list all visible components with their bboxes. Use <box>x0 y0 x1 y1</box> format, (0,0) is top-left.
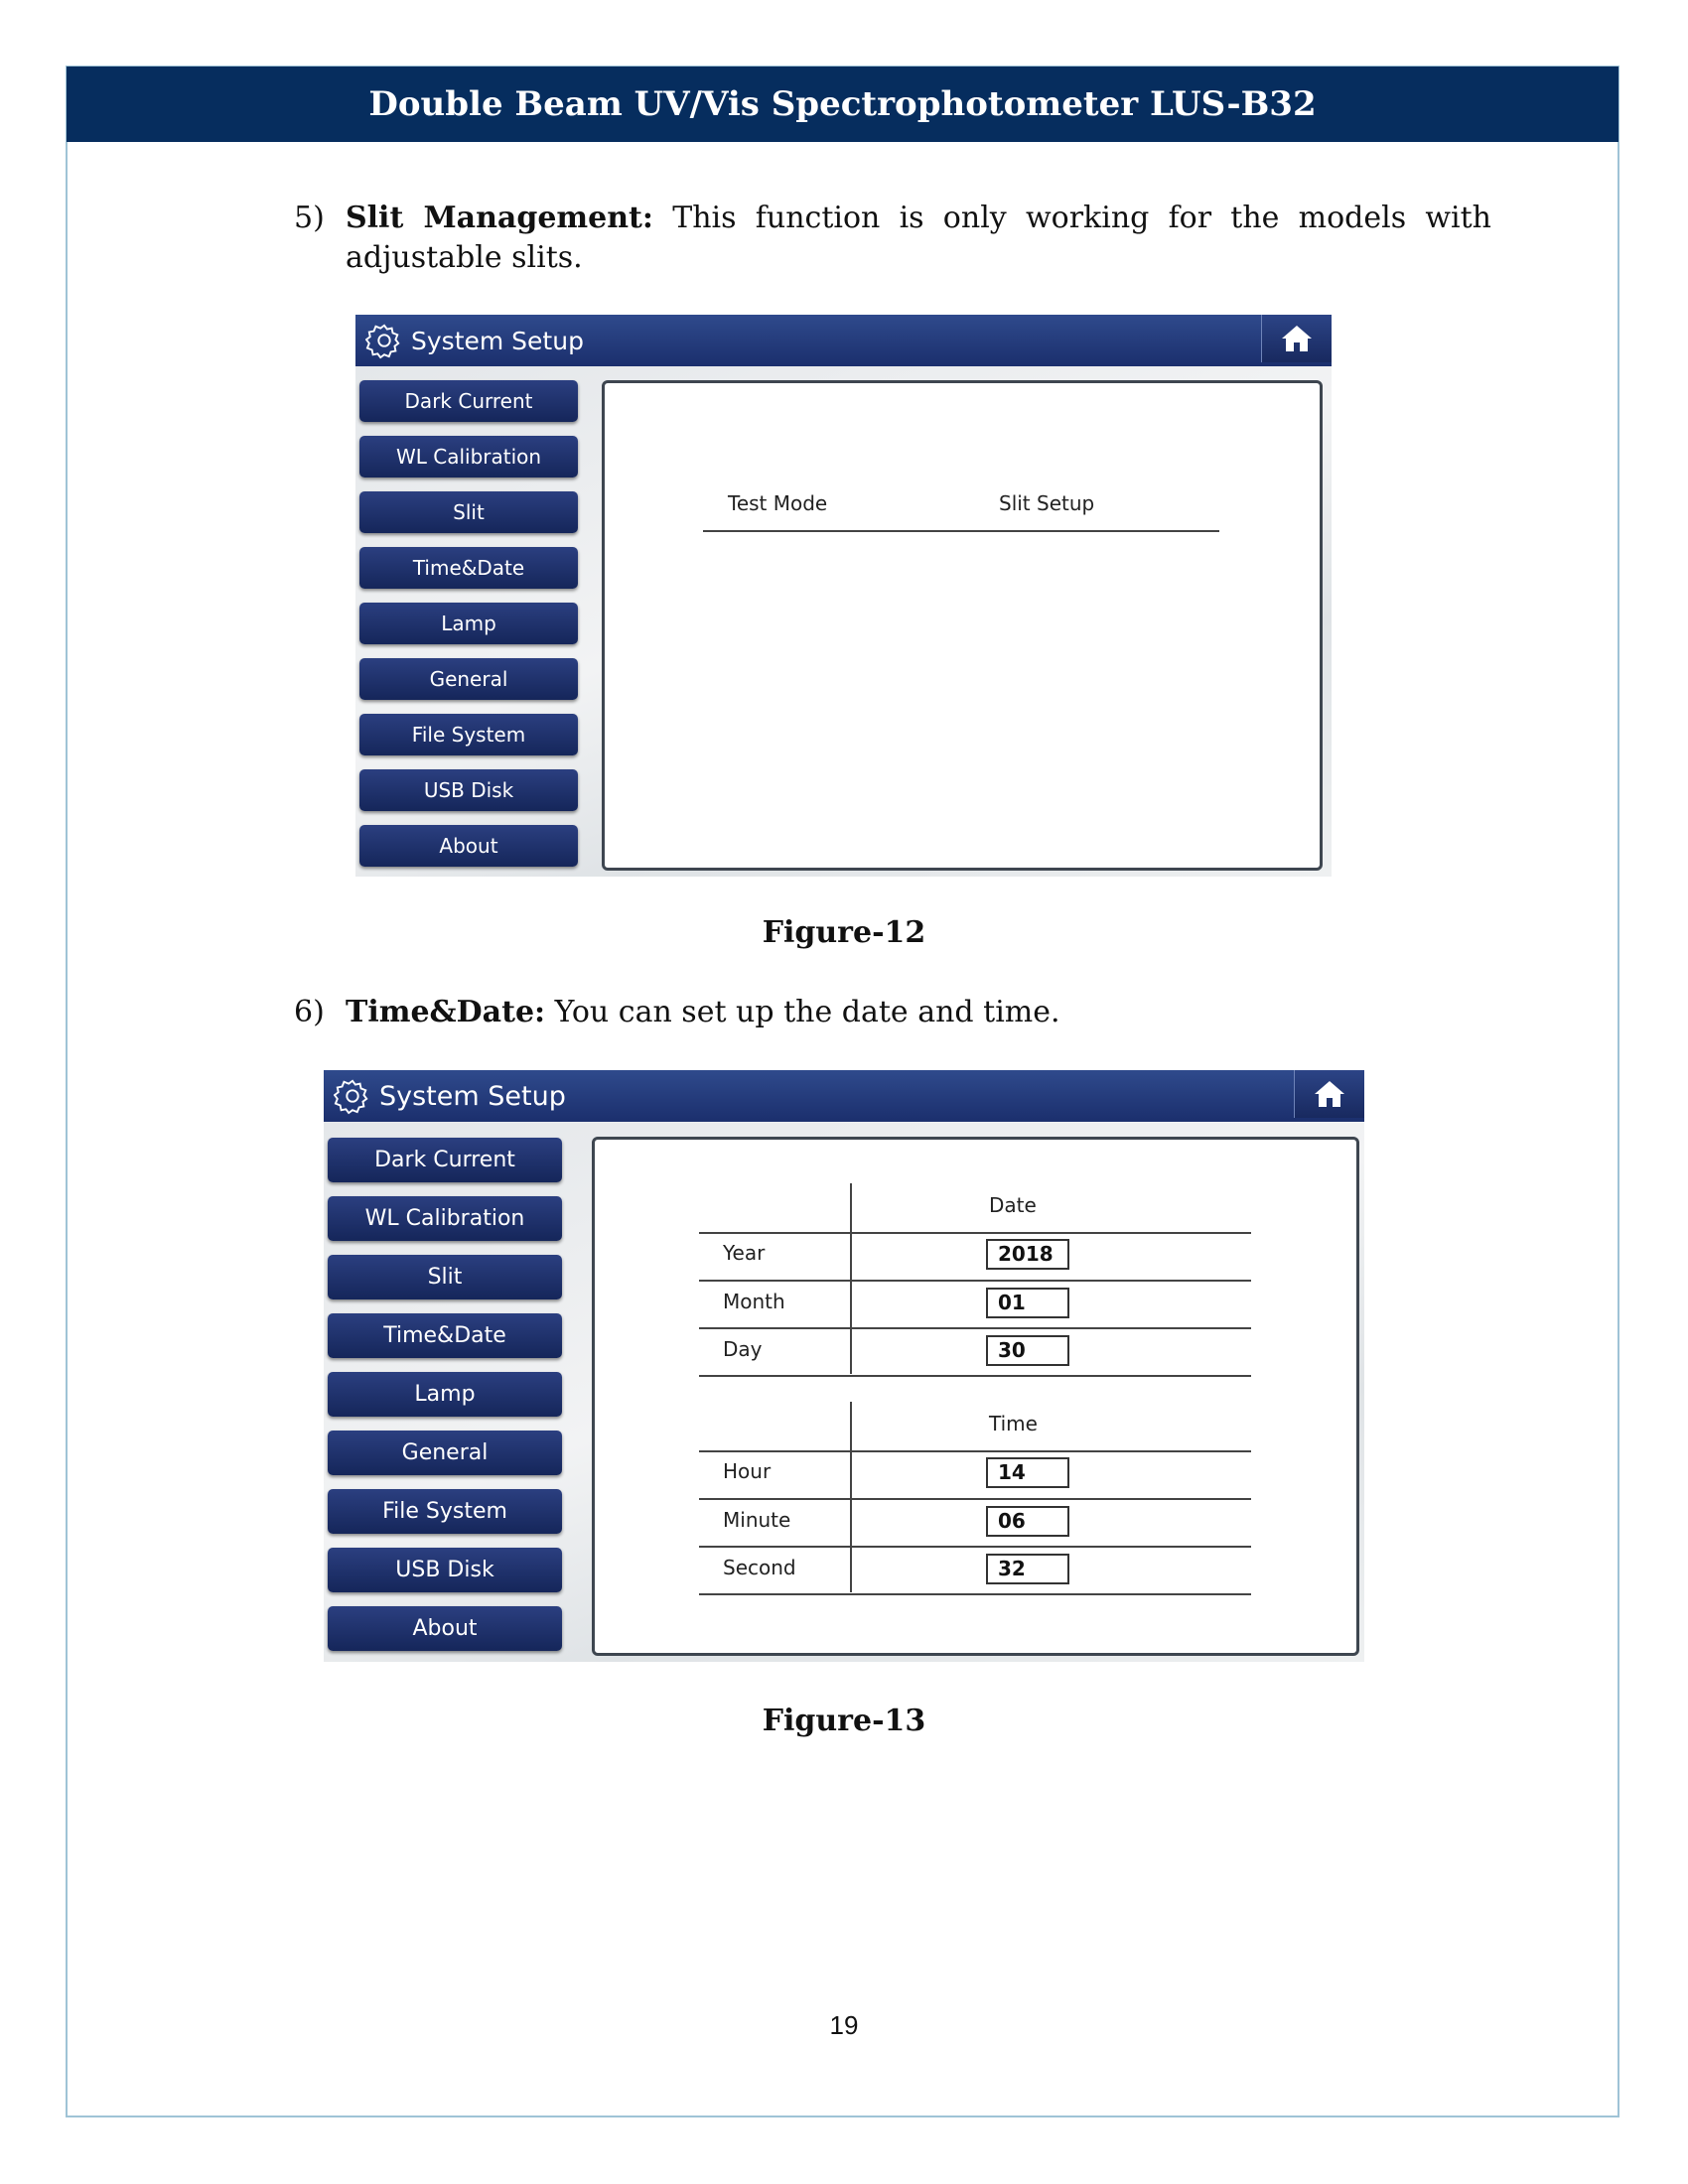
month-field[interactable]: 01 <box>986 1288 1069 1318</box>
menu-about[interactable] <box>359 825 578 867</box>
date-heading: Date <box>989 1193 1037 1217</box>
table-divider <box>850 1183 852 1374</box>
menu-label: USB Disk <box>423 778 514 802</box>
section-term: Slit Management: <box>346 201 653 235</box>
hour-field[interactable]: 14 <box>986 1457 1069 1488</box>
minute-label: Minute <box>723 1508 791 1532</box>
menu-label: Lamp <box>414 1382 476 1407</box>
section-text: You can set up the date and time. <box>545 995 1060 1029</box>
home-icon <box>1280 324 1314 353</box>
time-date-panel <box>592 1137 1359 1656</box>
figure-13-caption: Figure-13 <box>762 1704 926 1738</box>
menu-dark-current[interactable] <box>328 1138 562 1182</box>
table-rule <box>699 1327 1251 1329</box>
menu-about[interactable] <box>328 1606 562 1651</box>
home-icon <box>1313 1079 1346 1109</box>
hour-label: Hour <box>723 1459 772 1483</box>
home-button[interactable] <box>1261 315 1332 362</box>
table-rule <box>699 1450 1251 1452</box>
menu-label: Slit <box>453 500 485 524</box>
section-time-date <box>294 993 1491 1032</box>
menu-usb-disk[interactable] <box>328 1548 562 1592</box>
gear-icon <box>365 322 403 359</box>
day-label: Day <box>723 1337 763 1361</box>
document-header <box>67 67 1618 142</box>
menu-label: USB Disk <box>395 1558 494 1582</box>
menu-lamp[interactable] <box>328 1372 562 1417</box>
menu-label: WL Calibration <box>364 1206 525 1231</box>
day-field[interactable]: 30 <box>986 1335 1069 1366</box>
test-mode-header: Test Mode <box>728 491 828 515</box>
menu-label: About <box>439 834 498 858</box>
menu-time-date[interactable] <box>328 1313 562 1358</box>
window-title: System Setup <box>411 326 584 355</box>
home-button[interactable] <box>1294 1070 1364 1118</box>
gear-icon <box>334 1077 371 1115</box>
table-rule <box>699 1593 1251 1595</box>
table-rule <box>699 1546 1251 1548</box>
menu-time-date[interactable] <box>359 547 578 589</box>
figure-13-screenshot <box>324 1070 1364 1662</box>
menu-label: Dark Current <box>404 389 533 413</box>
menu-label: Dark Current <box>374 1148 515 1172</box>
menu-slit[interactable] <box>359 491 578 533</box>
menu-usb-disk[interactable] <box>359 769 578 811</box>
menu-label: Time&Date <box>383 1323 506 1348</box>
table-rule <box>699 1280 1251 1282</box>
time-heading: Time <box>989 1412 1038 1435</box>
section-number: 5) <box>294 201 325 235</box>
slit-setup-header: Slit Setup <box>999 491 1095 515</box>
section-slit-management <box>294 199 1491 278</box>
page-number: 19 <box>829 2010 859 2040</box>
menu-label: Slit <box>427 1265 463 1290</box>
menu-general[interactable] <box>359 658 578 700</box>
menu-label: File System <box>411 723 526 747</box>
figure-12-screenshot <box>355 315 1332 877</box>
section-term: Time&Date: <box>346 995 546 1029</box>
menu-label: Time&Date <box>412 556 525 580</box>
table-rule <box>699 1498 1251 1500</box>
table-rule <box>699 1375 1251 1377</box>
section-number: 6) <box>294 995 325 1029</box>
year-field[interactable]: 2018 <box>986 1239 1069 1270</box>
menu-label: File System <box>382 1499 507 1524</box>
menu-label: WL Calibration <box>395 445 542 469</box>
menu-dark-current[interactable] <box>359 380 578 422</box>
menu-lamp[interactable] <box>359 603 578 644</box>
menu-label: General <box>401 1440 489 1465</box>
menu-file-system[interactable] <box>328 1489 562 1534</box>
title-bar <box>355 315 1332 366</box>
document-title: Double Beam UV/Vis Spectrophotometer LUS-B32 <box>368 84 1317 124</box>
minute-field[interactable]: 06 <box>986 1506 1069 1537</box>
second-label: Second <box>723 1556 796 1579</box>
year-label: Year <box>723 1241 766 1265</box>
menu-slit[interactable] <box>328 1255 562 1299</box>
table-divider <box>850 1402 852 1592</box>
month-label: Month <box>723 1290 785 1313</box>
section-text: This function is only working for the models with adjustable slits. <box>346 201 1491 275</box>
menu-wl-calibration[interactable] <box>359 436 578 478</box>
menu-general[interactable] <box>328 1431 562 1475</box>
title-bar <box>324 1070 1364 1122</box>
second-field[interactable]: 32 <box>986 1554 1069 1584</box>
table-rule <box>699 1232 1251 1234</box>
slit-setup-panel <box>602 380 1323 871</box>
menu-label: Lamp <box>441 612 496 635</box>
menu-label: About <box>412 1616 478 1641</box>
menu-label: General <box>429 667 508 691</box>
menu-wl-calibration[interactable] <box>328 1196 562 1241</box>
header-divider <box>703 530 1219 532</box>
menu-file-system[interactable] <box>359 714 578 755</box>
figure-12-caption: Figure-12 <box>762 915 926 950</box>
window-title: System Setup <box>379 1080 566 1112</box>
